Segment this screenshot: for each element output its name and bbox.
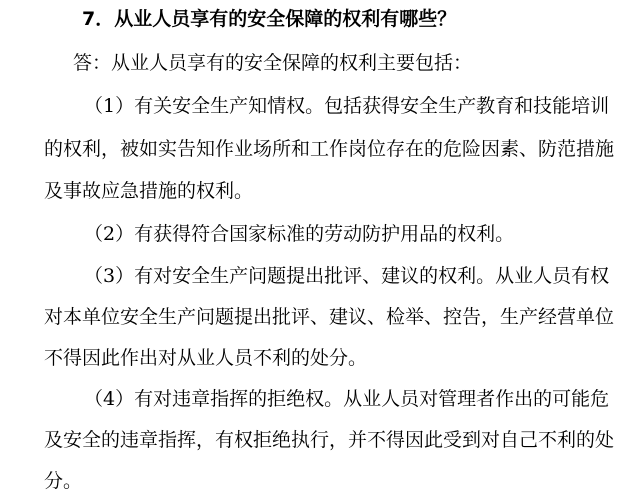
item-4-line-3: 分。 (44, 470, 83, 492)
item-3-line-2: 对本单位安全生产问题提出批评、建议、检举、控告，生产经营单位 (44, 306, 615, 328)
item-3-line-3: 不得因此作出对从业人员不利的处分。 (44, 347, 368, 369)
item-2-line-1: （2）有获得符合国家标准的劳动防护用品的权利。 (84, 223, 515, 245)
question-title: 7．从业人员享有的安全保障的权利有哪些？ (82, 8, 457, 30)
answer-intro: 答：从业人员享有的安全保障的权利主要包括： (73, 52, 473, 74)
item-1-line-2: 的权利，被如实告知作业场所和工作岗位存在的危险因素、防范措施 (44, 138, 615, 160)
item-1-line-3: 及事故应急措施的权利。 (44, 180, 254, 202)
item-3-line-1: （3）有对安全生产问题提出批评、建议的权利。从业人员有权 (84, 265, 610, 287)
item-1-line-1: （1）有关安全生产知情权。包括获得安全生产教育和技能培训 (84, 95, 610, 117)
item-4-line-1: （4）有对违章指挥的拒绝权。从业人员对管理者作出的可能危 (84, 388, 610, 410)
item-4-line-2: 及安全的违章指挥，有权拒绝执行，并不得因此受到对自己不利的处 (44, 429, 615, 451)
